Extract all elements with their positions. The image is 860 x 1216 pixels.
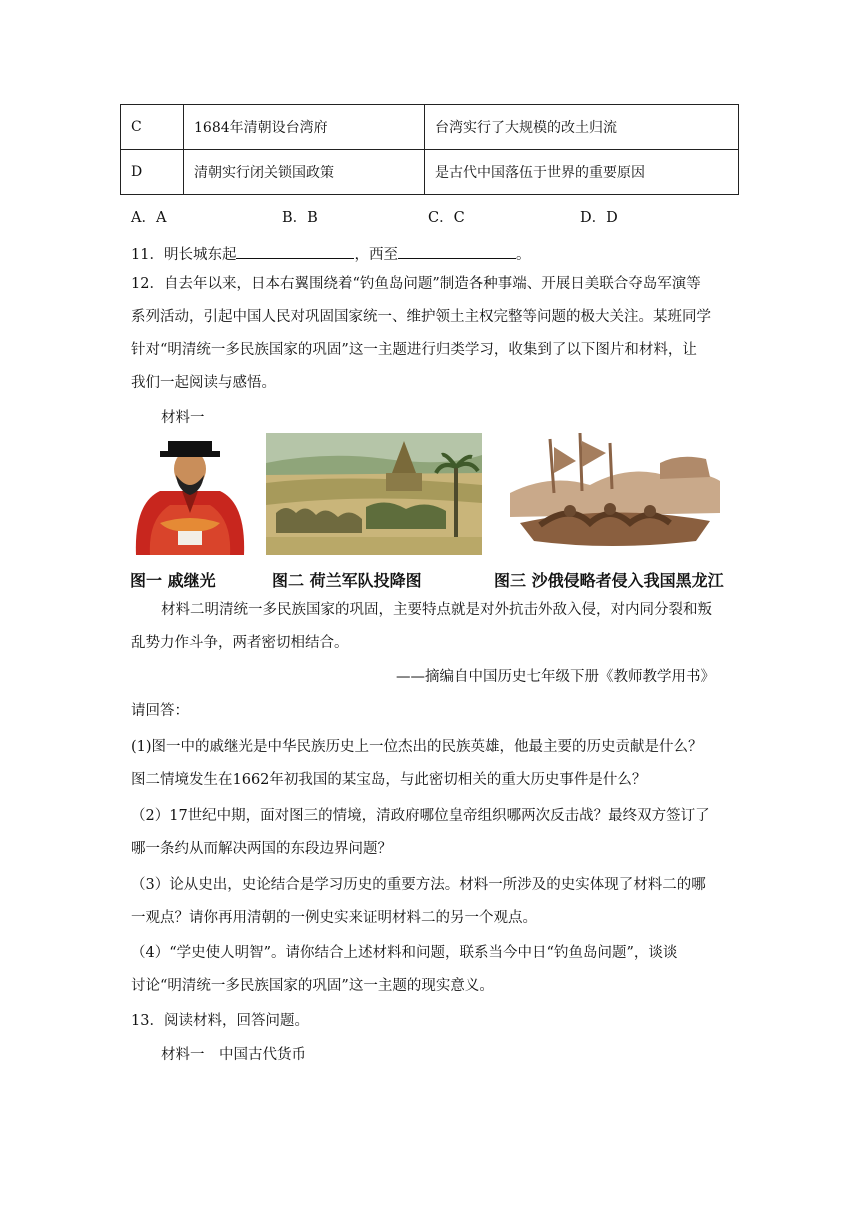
material-1-label: 材料一 (161, 410, 205, 426)
table-cell-event: 1684年清朝设台湾府 (184, 105, 425, 150)
dutch-surrender-painting-icon (266, 433, 482, 555)
figure-3-caption: 图三 沙俄侵略者侵入我国黑龙江 (494, 571, 724, 590)
choice-d: D．D (580, 210, 618, 226)
answer-blank[interactable] (398, 244, 516, 259)
choice-a: A．A (131, 210, 167, 226)
sub-question-line: 一观点？请你再用清朝的一例史实来证明材料二的另一个观点。 (131, 910, 537, 926)
sub-question-line: 哪一条约从而解决两国的东段边界问题？ (131, 841, 392, 857)
sub-question-line: 图二情境发生在1662年初我国的某宝岛，与此密切相关的重大历史事件是什么？ (131, 772, 647, 788)
figure-2-caption: 图二 荷兰军队投降图 (272, 571, 422, 590)
answer-prompt: 请回答： (131, 703, 189, 719)
question-13-material-1: 材料一 中国古代货币 (161, 1047, 306, 1063)
question-12-line: 12．自去年以来，日本右翼围绕着“钓鱼岛问题”制造各种事端、开展日美联合夺岛军演等 (131, 276, 701, 292)
sub-question-line: （3）论从史出，史论结合是学习历史的重要方法。材料一所涉及的史实体现了材料二的哪 (131, 877, 706, 893)
answer-blank[interactable] (236, 244, 354, 259)
table-row (121, 105, 739, 150)
table-cell-option: C (121, 105, 184, 150)
choice-b: B．B (282, 210, 318, 226)
material-2-line: 乱势力作斗争，两者密切相结合。 (131, 635, 349, 651)
table-row (121, 150, 739, 195)
question-13-title: 13．阅读材料，回答问题。 (131, 1013, 309, 1029)
choice-c: C．C (428, 210, 465, 226)
material-2-line: 材料二明清统一多民族国家的巩固，主要特点就是对外抗击外敌入侵，对内同分裂和叛 (161, 602, 712, 618)
question-12-line: 针对“明清统一多民族国家的巩固”这一主题进行归类学习，收集到了以下图片和材料，让 (131, 342, 697, 358)
qi-jiguang-portrait-icon (130, 433, 250, 555)
table-cell-conclusion: 是古代中国落伍于世界的重要原因 (425, 150, 739, 195)
material-source: ——摘编自中国历史七年级下册《教师教学用书》 (396, 669, 715, 685)
question-12-line: 系列活动，引起中国人民对巩固国家统一、维护领土主权完整等问题的极大关注。某班同学 (131, 309, 711, 325)
table-cell-event: 清朝实行闭关锁国政策 (184, 150, 425, 195)
sub-question-line: （4）“学史使人明智”。请你结合上述材料和问题，联系当今中日“钓鱼岛问题”，谈谈 (131, 945, 678, 961)
sub-question-line: （2）17世纪中期，面对图三的情境，清政府哪位皇帝组织哪两次反击战？最终双方签订了 (131, 808, 710, 824)
table-cell-option: D (121, 150, 184, 195)
question-12-line: 我们一起阅读与感悟。 (131, 375, 276, 391)
sub-question-line: 讨论“明清统一多民族国家的巩固”这一主题的现实意义。 (131, 978, 494, 994)
russian-invasion-sketch-icon (510, 433, 720, 555)
question-11: 11．明长城东起 ，西至 。 (131, 244, 530, 263)
sub-question-line: (1)图一中的戚继光是中华民族历史上一位杰出的民族英雄，他最主要的历史贡献是什么？ (131, 739, 703, 755)
options-table (120, 104, 739, 195)
figure-1-caption: 图一 戚继光 (130, 571, 216, 590)
table-cell-conclusion: 台湾实行了大规模的改土归流 (425, 105, 739, 150)
